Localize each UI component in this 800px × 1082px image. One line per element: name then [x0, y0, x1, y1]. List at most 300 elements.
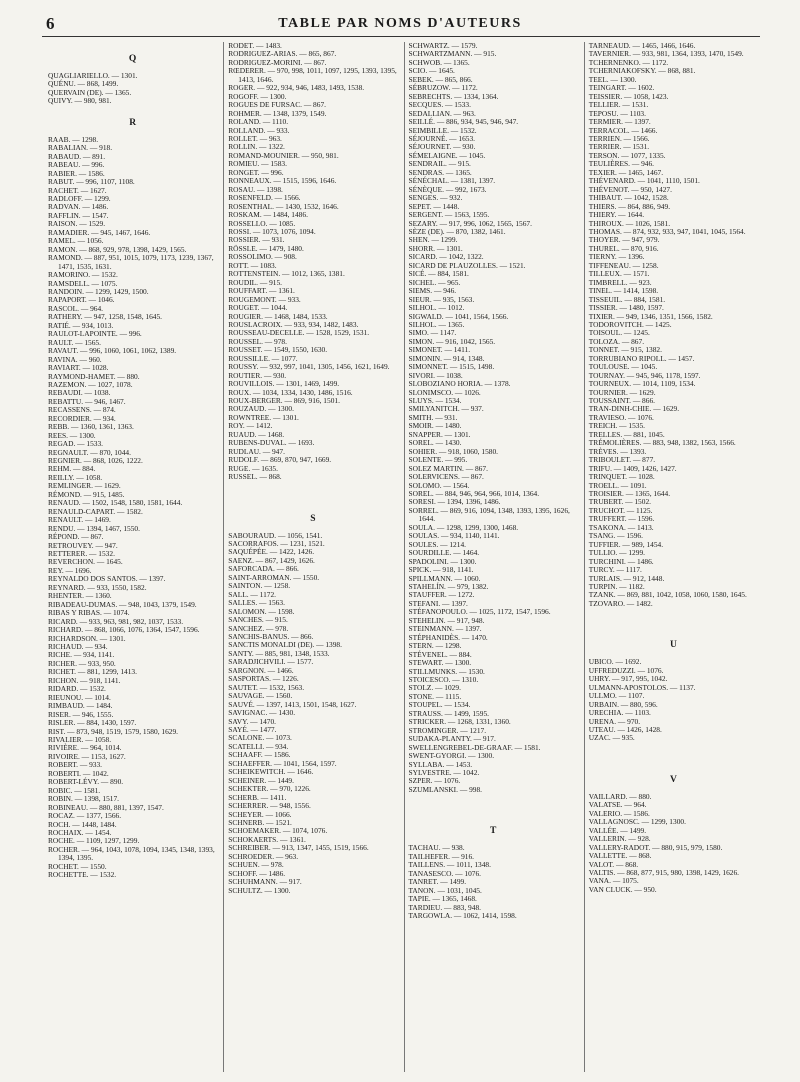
page-number: 6	[46, 14, 55, 33]
author-entry: TARGOWLA. — 1062, 1414, 1598.	[408, 910, 517, 920]
author-entry: SOREL. — 884, 946, 964, 966, 1014, 1364.	[408, 489, 540, 499]
author-entry: TZANK. — 869, 881, 1042, 1058, 1060, 1580, 1645.	[588, 590, 747, 600]
author-entry: SPILLMANN. — 1060.	[408, 573, 481, 583]
author-entry: RISER. — 946, 1555.	[48, 709, 114, 719]
author-entry: SANCHES. — 915.	[228, 615, 288, 625]
author-entry: VANA. — 1075.	[588, 876, 639, 886]
author-entry: RADVAN. — 1486.	[48, 202, 109, 212]
author-entry: ROTT. — 1083.	[228, 260, 277, 270]
author-entry: SCHEINER. — 1449.	[228, 775, 294, 785]
author-entry: SAQUÉPÉE. — 1422, 1426.	[228, 547, 315, 557]
author-entry: STAUFFER. — 1272.	[408, 590, 475, 600]
section-spacer	[589, 608, 758, 628]
author-entry: TSAKONA. — 1413.	[588, 522, 654, 532]
author-entry: TRAVIESO. — 1076.	[588, 412, 654, 422]
author-entry: SMOIR. — 1480.	[408, 421, 462, 431]
author-entry: STOUPEL. — 1534.	[408, 700, 471, 710]
author-entry: RABUT. — 996, 1107, 1108.	[48, 177, 135, 187]
author-entry: ROUGET. — 1044.	[228, 303, 288, 313]
author-entry: TERRACOL. — 1466.	[588, 125, 658, 135]
author-entry: RUDOLF. — 869, 870, 947, 1669.	[228, 455, 332, 465]
author-entry: SOURDILLE. — 1464.	[408, 548, 480, 558]
author-entry: SALL. — 1172.	[228, 589, 277, 599]
author-entry: SENDRAIL. — 915.	[408, 159, 471, 169]
author-entry: ROBIN. — 1398, 1517.	[48, 794, 120, 804]
author-entry: SIMONET. — 1411.	[408, 345, 471, 355]
author-entry: SOHIER. — 918, 1060, 1580.	[408, 446, 499, 456]
author-entry: ROBERT. — 933.	[48, 760, 103, 770]
author-entry: ROUGIER. — 1468, 1484, 1533.	[228, 311, 328, 321]
author-entry: TARDIEU. — 883, 948.	[408, 902, 481, 912]
author-entry: ROUZAUD. — 1300.	[228, 404, 294, 414]
author-entry: STERN. — 1298.	[408, 641, 462, 651]
author-entry: THOMAS. — 874, 932, 933, 947, 1041, 1045, 1564.	[588, 226, 746, 236]
author-entry: TANON. — 1031, 1045.	[408, 885, 482, 895]
author-entry: QUAGLIARIELLO. — 1301.	[48, 71, 138, 80]
author-entry: SÈZE (DE). — 870, 1382, 1461.	[408, 226, 506, 236]
author-entry: TROISIER. — 1365, 1644.	[588, 489, 671, 499]
author-entry: ROUX-BERGER. — 869, 916, 1501.	[228, 396, 340, 406]
author-entry: TOULOUSE. — 1045.	[588, 362, 658, 372]
author-entry: RAULOT-LAPOINTE. — 996.	[48, 329, 142, 339]
author-entry: RŒDERER. — 970, 998, 1011, 1097, 1295, 1393, 1395, 1413, 1646.	[228, 66, 397, 84]
author-entry: TARNEAUD. — 1465, 1466, 1646.	[588, 42, 696, 50]
author-entry: VALLERIN. — 928.	[588, 834, 651, 844]
author-entry: TAILLENS. — 1011, 1348.	[408, 860, 491, 870]
author-entry: REBB. — 1360, 1361, 1363.	[48, 422, 134, 432]
author-entry: VALLÉE. — 1499.	[588, 825, 647, 835]
section-spacer	[228, 482, 397, 502]
author-entry: ROBERT-LÉVY. — 890.	[48, 777, 124, 787]
author-entry: VALLETTE. — 868.	[588, 851, 652, 861]
author-entry: SCHWARTZMANN. — 915.	[408, 49, 497, 59]
author-entry: ROCH. — 1448, 1484.	[48, 819, 117, 829]
author-entry: TEINGART. — 1602.	[588, 83, 655, 93]
running-title: TABLE PAR NOMS D'AUTEURS	[278, 16, 522, 31]
author-entry: ROY. — 1412.	[228, 421, 273, 431]
author-entry: TOURNIER. — 1629.	[588, 387, 656, 397]
author-entry: THÉVENARD. — 1041, 1110, 1501.	[588, 176, 700, 186]
author-entry: RAMOND. — 887, 951, 1015, 1079, 1173, 1239, 1367, 1471, 1535, 1631.	[48, 253, 214, 271]
author-entry: ROMIEU. — 1583.	[228, 159, 287, 169]
author-entry: TIMBRELL. — 923.	[588, 277, 652, 287]
author-entry: RIDARD. — 1532.	[48, 684, 106, 694]
author-entry: RAMON. — 868, 929, 978, 1398, 1429, 1565.	[48, 244, 187, 254]
author-entry: RABAUD. — 891.	[48, 151, 106, 161]
author-entry: SEPET. — 1448.	[408, 201, 460, 211]
author-entry: RIVIÈRE. — 964, 1014.	[48, 743, 122, 753]
author-entry: TEEL. — 1300.	[588, 74, 637, 84]
index-columns	[44, 42, 764, 1072]
author-entry: VALERIO. — 1586.	[588, 808, 650, 818]
author-entry: SALLES. — 1563.	[228, 598, 285, 608]
author-entry: ROSSOLIMO. — 908.	[228, 252, 297, 262]
author-entry: ROBIC. — 1581.	[48, 785, 101, 795]
author-entry: SERGENT. — 1563, 1595.	[408, 210, 490, 220]
author-entry: RICHARD. — 868, 1066, 1076, 1364, 1547, 1596.	[48, 625, 200, 635]
author-entry: RENAULT. — 1469.	[48, 515, 111, 525]
author-entry: TULLIO. — 1299.	[588, 548, 645, 558]
author-entry: STÉFANOPOULO. — 1025, 1172, 1547, 1596.	[408, 607, 551, 617]
author-entry: SIMO. — 1147.	[408, 328, 457, 338]
author-entry: ROSENTHAL. — 1430, 1532, 1646.	[228, 201, 339, 211]
author-entry: VAILLARD. — 880.	[588, 791, 652, 801]
author-entry: REGNAULT. — 870, 1044.	[48, 447, 131, 457]
author-entry: SILHOL. — 1365.	[408, 319, 465, 329]
author-entry: ROUSSEAU-DECELLE. — 1528, 1529, 1531.	[228, 328, 370, 338]
author-entry: RICHET. — 881, 1299, 1413.	[48, 667, 137, 677]
author-entry: TROELL. — 1091.	[588, 480, 647, 490]
author-entry: TEULIÈRES. — 946.	[588, 159, 655, 169]
author-entry: TRAN-DINH-CHIE. — 1629.	[588, 404, 680, 414]
author-entry: SOREL. — 1430.	[408, 438, 462, 448]
author-entry: SILHOL. — 1012.	[408, 303, 465, 313]
author-entry: SORESI. — 1394, 1396, 1486.	[408, 497, 501, 507]
author-entry: REGNIER. — 868, 1026, 1222.	[48, 456, 143, 466]
author-entry: RAMEL. — 1056.	[48, 236, 104, 246]
author-entry: RAAB. — 1298.	[48, 134, 99, 144]
author-entry: SCHWARTZ. — 1579.	[408, 42, 478, 50]
author-entry: ROSKAM. — 1484, 1486.	[228, 210, 308, 220]
author-entry: TRÈVES. — 1393.	[588, 446, 647, 456]
author-entry: SANCHEZ. — 978.	[228, 623, 289, 633]
author-entry: RAYMOND-HAMET. — 880.	[48, 371, 140, 381]
author-entry: TRUBERT. — 1502.	[588, 497, 651, 507]
author-entry: TURPIN. — 1182.	[588, 582, 645, 591]
author-entry: STEINMANN. — 1397.	[408, 624, 482, 634]
author-entry: SOLEZ MARTIN. — 867.	[408, 463, 488, 473]
author-entry: SCHOFF. — 1486.	[228, 868, 286, 878]
author-entry: SAFORCADA. — 866.	[228, 564, 299, 574]
author-entry: STEWART. — 1300.	[408, 658, 472, 668]
author-entry: RENDU. — 1394, 1467, 1550.	[48, 523, 140, 533]
author-entry: SAUVAGE. — 1560.	[228, 691, 293, 701]
author-entry: SEZARY. — 917, 996, 1062, 1565, 1567.	[408, 218, 532, 228]
author-entry: TAVERNIER. — 933, 981, 1364, 1393, 1470, 1549.	[588, 49, 744, 59]
author-entry: SAVY. — 1470.	[228, 716, 277, 726]
author-entry: STOICESCO. — 1310.	[408, 674, 479, 684]
author-entry: THIBAUT. — 1042, 1528.	[588, 193, 669, 203]
author-entry: RECASSENS. — 874.	[48, 405, 116, 415]
author-entry: SYLVESTRE. — 1042.	[408, 767, 480, 777]
author-entry: TACHAU. — 938.	[408, 843, 465, 853]
author-entry: ROLLET. — 963.	[228, 133, 282, 143]
author-entry: REHM. — 884.	[48, 464, 96, 474]
author-entry: RAVINA. — 960.	[48, 354, 102, 364]
author-entry: UZAC. — 935.	[588, 733, 635, 743]
header-rule	[42, 36, 760, 37]
author-entry: SOLENTE. — 995.	[408, 455, 468, 465]
author-entry: TELLIER. — 1531.	[588, 100, 649, 110]
author-entry: REILLY. — 1058.	[48, 472, 103, 482]
author-entry: TEPOSU. — 1103.	[588, 108, 646, 118]
author-entry: SAYÉ. — 1477.	[228, 724, 277, 734]
author-entry: SAVIGNAC. — 1430.	[228, 708, 296, 718]
author-entry: TRIBOULET. — 877.	[588, 455, 656, 465]
author-entry: TRIFU. — 1409, 1426, 1427.	[588, 463, 677, 473]
author-entry: SIMONIN. — 914, 1348.	[408, 353, 485, 363]
author-entry: STEFANI. — 1397.	[408, 598, 468, 608]
author-entry: REGAD. — 1533.	[48, 439, 104, 449]
author-entry: SZUMLANSKI. — 998.	[408, 784, 482, 794]
author-entry: SCHNERB. — 1521.	[228, 817, 292, 827]
author-entry: SMITH. — 931.	[408, 412, 458, 422]
author-entry: RAULT. — 1565.	[48, 337, 101, 347]
author-entry: SAENZ. — 867, 1429, 1626.	[228, 555, 315, 565]
author-entry: SENDRAS. — 1365.	[408, 167, 472, 177]
author-entry: RATIÉ. — 934, 1013.	[48, 320, 114, 330]
author-entry: RIST. — 873, 948, 1519, 1579, 1580, 1629.	[48, 726, 179, 736]
author-entry: SUDAKA-PLANTY. — 917.	[408, 734, 496, 744]
author-entry: RIMBAUD. — 1484.	[48, 701, 113, 711]
author-entry: RUAUD. — 1468.	[228, 429, 285, 439]
author-entry: TURCY. — 1117.	[588, 565, 642, 575]
author-entry: RIVOIRE. — 1153, 1627.	[48, 751, 126, 761]
author-entry: SCALONE. — 1073.	[228, 733, 292, 743]
author-entry: SALOMON. — 1598.	[228, 606, 295, 616]
author-entry: ROCHAIX. — 1454.	[48, 827, 112, 837]
author-entry: SOLOMO. — 1564.	[408, 480, 470, 490]
author-entry: SICHEL. — 965.	[408, 277, 461, 287]
author-entry: RIBADEAU-DUMAS. — 948, 1043, 1379, 1549.	[48, 599, 197, 609]
author-entry: TRELLES. — 881, 1045.	[588, 429, 665, 439]
author-entry: SNAPPER. — 1301.	[408, 429, 471, 439]
author-entry: REVERCHON. — 1645.	[48, 557, 123, 567]
author-entry: VAN CLUCK. — 950.	[588, 884, 657, 894]
author-entry: SWELLENGREBEL-DE-GRAAF. — 1581.	[408, 742, 541, 752]
author-entry: THIROUX. — 1026, 1581.	[588, 218, 671, 228]
author-entry: SOLERVICENS. — 867.	[408, 472, 484, 482]
author-entry: RACHET. — 1627.	[48, 185, 107, 195]
author-entry: REY. — 1696.	[48, 565, 92, 575]
author-entry: SZPER. — 1076.	[408, 776, 461, 786]
author-entry: ROBERTI. — 1042.	[48, 768, 109, 778]
section-letter: T	[489, 826, 497, 837]
author-entry: SÉMELAIGNE. — 1045.	[408, 150, 486, 160]
author-entry: VALLERY-RADOT. — 880, 915, 979, 1580.	[588, 842, 723, 852]
author-entry: ROUGEMONT. — 933.	[228, 294, 301, 304]
author-entry: RENAULD-CAPART. — 1582.	[48, 506, 143, 516]
author-entry: ROCAZ. — 1377, 1566.	[48, 811, 122, 821]
author-entry: TRUCHOT. — 1125.	[588, 505, 653, 515]
author-entry: SCHUHMANN. — 917.	[228, 877, 302, 887]
author-entry: ROSAU. — 1398.	[228, 184, 283, 194]
author-entry: STILLMUNKS. — 1530.	[408, 666, 485, 676]
author-entry: STONE. — 1115.	[408, 691, 462, 701]
author-entry: SAINT-ARROMAN. — 1550.	[228, 572, 320, 582]
author-entry: RAVAUT. — 996, 1060, 1061, 1062, 1389.	[48, 346, 177, 356]
author-entry: STÉVENEL. — 884.	[408, 649, 472, 659]
author-entry: VALATSE. — 964.	[588, 800, 647, 810]
author-entry: SYLLABA. — 1453.	[408, 759, 473, 769]
author-entry: SÉJOURNÉ. — 1653.	[408, 133, 476, 143]
author-entry: RIVALIER. — 1058.	[48, 734, 112, 744]
author-entry: RETROUVEY. — 947.	[48, 540, 118, 550]
author-entry: ROLLIN. — 1322.	[228, 142, 285, 152]
author-entry: SIGWALD. — 1041, 1564, 1566.	[408, 311, 509, 321]
author-entry: TSANG. — 1596.	[588, 531, 643, 541]
author-entry: SCHEIKEWITCH. — 1646.	[228, 767, 314, 777]
author-entry: RICHARDSON. — 1301.	[48, 633, 126, 643]
author-entry: SORREL. — 869, 916, 1094, 1348, 1393, 1395, 1626, 1644.	[408, 505, 570, 524]
author-entry: TEXIER. — 1465, 1467.	[588, 167, 664, 177]
author-entry: ROUSSEL. — 978.	[228, 336, 287, 346]
author-entry: RODET. — 1483.	[228, 42, 282, 50]
author-entry: SICÉ. — 884, 1581.	[408, 269, 469, 279]
author-entry: SCHAEFFER. — 1041, 1564, 1597.	[228, 758, 337, 768]
author-entry: STROMINGER. — 1217.	[408, 725, 487, 735]
author-entry: TAPIE. — 1365, 1468.	[408, 894, 477, 904]
author-entry: QUERVAIN (DE). — 1365.	[48, 87, 132, 97]
author-entry: ROUTIER. — 930.	[228, 370, 287, 380]
author-entry: RAPAPORT. — 1046.	[48, 295, 115, 305]
author-entry: SÉNÉCHAL. — 1381, 1397.	[408, 176, 496, 186]
author-entry: SPICK. — 918, 1141.	[408, 565, 474, 575]
author-entry: SICARD DE PLAUZOLLES. — 1521.	[408, 260, 526, 270]
author-entry: SEBEK. — 865, 866.	[408, 74, 473, 84]
author-entry: THIERS. — 864, 886, 949.	[588, 201, 671, 211]
author-entry: SIVORI. — 1038.	[408, 370, 463, 380]
author-entry: RAMSDELL. — 1075.	[48, 278, 118, 288]
author-entry: ROCHER. — 964, 1043, 1078, 1094, 1345, 1348, 1393, 1394, 1395.	[48, 844, 215, 863]
author-entry: ROBINEAU. — 880, 881, 1397, 1547.	[48, 802, 164, 812]
author-entry: TOURNEUX. — 1014, 1109, 1534.	[588, 379, 696, 389]
author-entry: SCHEYER. — 1066.	[228, 809, 292, 819]
author-entry: TAILHEFER. — 916.	[408, 851, 475, 861]
author-entry: REES. — 1300.	[48, 430, 96, 440]
author-entry: RECORDIER. — 934.	[48, 413, 116, 423]
index-column-2	[224, 42, 404, 1072]
author-entry: VALLAGNOSC. — 1299, 1300.	[588, 817, 686, 827]
author-entry: TOURNAY. — 945, 946, 1178, 1597.	[588, 370, 701, 380]
author-entry: ROUDIL. — 915.	[228, 277, 283, 287]
author-entry: UFFREDUZZI. — 1076.	[588, 665, 664, 675]
author-entry: SCHUEN. — 978.	[228, 860, 284, 870]
author-entry: TINEL. — 1414, 1598.	[588, 286, 659, 296]
author-entry: SCHOKAERTS. — 1361.	[228, 834, 306, 844]
author-entry: SENGES. — 932.	[408, 193, 463, 203]
author-entry: ROLAND. — 1110.	[228, 117, 289, 127]
author-entry: RATHERY. — 947, 1258, 1548, 1645.	[48, 312, 163, 322]
author-entry: TRINQUET. — 1028.	[588, 472, 655, 482]
author-entry: RASCOL. — 964.	[48, 303, 104, 313]
author-entry: TILLEUX. — 1571.	[588, 269, 650, 279]
author-entry: RAVIART. — 1028.	[48, 363, 109, 373]
author-entry: RUSSEL. — 868.	[228, 472, 282, 482]
author-entry: THOYER. — 947, 979.	[588, 235, 660, 245]
author-entry: ROUFFART. — 1361.	[228, 286, 295, 296]
author-entry: RAMADIER. — 945, 1467, 1646.	[48, 227, 151, 237]
author-entry: SWENT-GYORGI. — 1300.	[408, 751, 495, 761]
author-entry: SCHULTZ. — 1300.	[228, 885, 291, 895]
author-entry: ROUX. — 1034, 1334, 1430, 1486, 1516.	[228, 387, 353, 397]
author-entry: ROGOFF. — 1300.	[228, 91, 287, 101]
author-entry: SARGNON. — 1466.	[228, 665, 294, 675]
author-entry: TOUSSAINT. — 866.	[588, 396, 655, 406]
author-entry: SEBRECHTS. — 1334, 1364.	[408, 91, 499, 101]
author-entry: SCIO. — 1645.	[408, 66, 455, 76]
author-entry: STOLZ. — 1029.	[408, 683, 461, 693]
author-entry: REYNARD. — 933, 1550, 1582.	[48, 582, 147, 592]
page-header	[0, 0, 800, 38]
author-entry: TERRIER. — 1531.	[588, 142, 650, 152]
author-entry: TORRUBIANO RIPOLL. — 1457.	[588, 353, 695, 363]
author-entry: SÉBRUZOW. — 1172.	[408, 83, 478, 93]
author-entry: TISSIER. — 1480, 1597.	[588, 303, 664, 313]
author-entry: RÖSSLE. — 1479, 1480.	[228, 243, 304, 253]
author-entry: RUDLAU. — 947.	[228, 446, 285, 456]
author-entry: SÉNÈQUE. — 992, 1673.	[408, 184, 487, 194]
author-entry: ROMAND-MOUNIER. — 950, 981.	[228, 150, 339, 160]
author-entry: RÉPOND. — 867.	[48, 532, 104, 542]
author-entry: SEIMBILLE. — 1532.	[408, 125, 477, 135]
author-entry: SOULA. — 1298, 1299, 1300, 1468.	[408, 522, 519, 532]
author-entry: STRAUSS. — 1499, 1595.	[408, 708, 489, 718]
author-entry: SAUVÉ. — 1397, 1413, 1501, 1548, 1627.	[228, 699, 357, 709]
author-entry: ROUSSET. — 1549, 1550, 1630.	[228, 345, 328, 355]
author-entry: RICHER. — 933, 950.	[48, 658, 116, 668]
author-entry: TUFFIER. — 989, 1454.	[588, 539, 664, 549]
author-entry: SANTY. — 885, 981, 1348, 1533.	[228, 648, 330, 658]
author-entry: RICARD. — 933, 963, 981, 982, 1037, 1533.	[48, 616, 184, 626]
author-entry: URENA. — 970.	[588, 716, 641, 726]
author-entry: SCATELLI. — 934.	[228, 741, 289, 751]
section-letter: Q	[128, 54, 137, 64]
author-entry: THÉVENOT. — 950, 1427.	[588, 184, 672, 194]
author-entry: RAMORINO. — 1532.	[48, 270, 118, 280]
author-entry: ROSSIER. — 931.	[228, 235, 285, 245]
section-spacer	[589, 743, 758, 763]
author-entry: ROUSSY. — 932, 997, 1041, 1305, 1456, 1621, 1649.	[228, 362, 390, 372]
author-entry: SAUTET. — 1532, 1563.	[228, 682, 305, 692]
author-entry: ROSSI. — 1073, 1076, 1094.	[228, 226, 316, 236]
author-entry: SIEUR. — 935, 1563.	[408, 294, 475, 304]
author-entry: SIMONNET. — 1515, 1498.	[408, 362, 495, 372]
author-entry: ROSSELLO. — 1085.	[228, 218, 296, 228]
section-letter: U	[669, 640, 677, 651]
author-entry: SHEN. — 1299.	[408, 235, 458, 245]
author-entry: UHRY. — 917, 995, 1042.	[588, 674, 668, 684]
author-entry: TOLOZA. — 867.	[588, 336, 645, 346]
author-entry: TZOVARO. — 1482.	[588, 598, 653, 608]
author-entry: TIXIER. — 949, 1346, 1351, 1566, 1582.	[588, 311, 713, 321]
author-entry: SARADJICHVILI. — 1577.	[228, 657, 314, 667]
author-entry: RICHON. — 918, 1141.	[48, 675, 121, 685]
author-entry: SAINTON. — 1258.	[228, 581, 291, 591]
author-entry: SEDALLIAN. — 963.	[408, 108, 476, 118]
author-entry: RAFFLIN. — 1547.	[48, 210, 109, 220]
author-entry: UBICO. — 1692.	[588, 657, 642, 667]
author-entry: TODOROVITCH. — 1425.	[588, 319, 672, 329]
author-entry: SOULAS. — 934, 1140, 1141.	[408, 531, 500, 541]
author-entry: TANRET. — 1499.	[408, 877, 467, 887]
author-entry: TEISSIER. — 1058, 1423.	[588, 91, 669, 101]
author-entry: URBAIN. — 880, 596.	[588, 699, 658, 709]
author-entry: ROCHET. — 1550.	[48, 861, 107, 871]
author-entry: SCHROEDER. — 963.	[228, 851, 299, 861]
author-entry: RADLOFF. — 1299.	[48, 193, 111, 203]
author-entry: STEHELIN. — 917, 948.	[408, 615, 485, 625]
author-entry: ROCHETTE. — 1532.	[48, 870, 117, 880]
author-entry: REMLINGER. — 1629.	[48, 481, 121, 491]
author-entry: RISLER. — 884, 1430, 1597.	[48, 718, 137, 728]
author-entry: RHENTER. — 1360.	[48, 591, 112, 601]
author-entry: THIERY. — 1644.	[588, 210, 645, 220]
author-entry: RODRIGUEZ-MORINI. — 867.	[228, 57, 327, 67]
index-column-4	[585, 42, 764, 1072]
author-entry: ROCHE. — 1109, 1297, 1299.	[48, 836, 140, 846]
author-entry: TIERNY. — 1396.	[588, 252, 645, 262]
